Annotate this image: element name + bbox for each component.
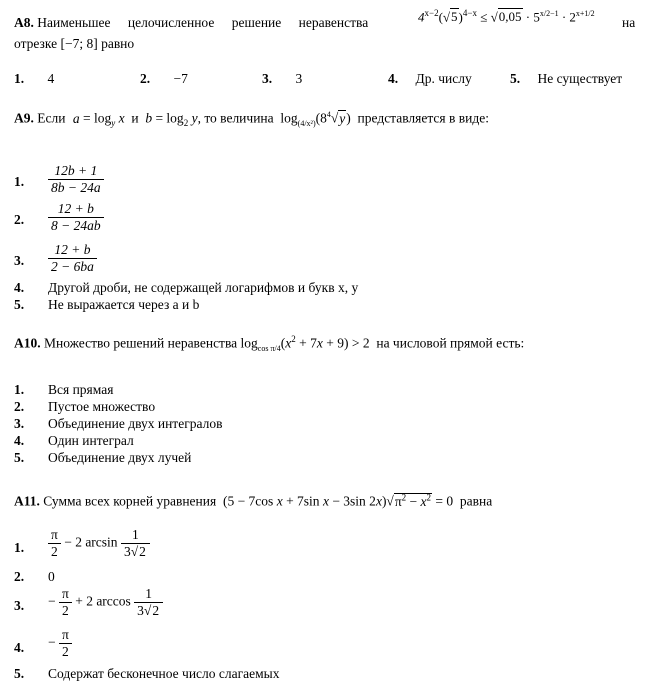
a8-option-2: 2. −7 — [140, 71, 188, 86]
a8-option-3: 3. 3 — [262, 71, 303, 86]
a10-option-1: 1. Вся прямая — [14, 382, 114, 397]
a8-option-5: 5. Не существует — [510, 71, 623, 86]
a9-option-5: 5. Не выражается через a и b — [14, 297, 200, 312]
a9-text-end: представляется в виде: — [357, 110, 489, 126]
a11-option-4: 4. — [14, 640, 25, 655]
a11-question-line: A11. Сумма всех корней уравнения (5 − 7cos x + 7sin x − 3sin $2x)√\pi^2 - x^2 = 0$ равна — [14, 492, 493, 509]
a11-option-3: 3. — [14, 598, 25, 613]
a8-option-4: 4. Др. числу — [388, 71, 472, 86]
a8-option-1: 1. 4 — [14, 71, 55, 86]
a9-text: Если — [37, 110, 66, 126]
a11-text: Сумма всех корней уравнения — [43, 493, 217, 509]
a8-text: Наименьшее целочисленное решение неравенства — [37, 15, 369, 30]
a9-option-3: 3. — [14, 253, 25, 268]
a10-label: A10. — [14, 335, 41, 351]
a10-text: Множество решений неравенства — [44, 335, 238, 351]
a9-question-line: A9. Если $a = \log_y x$ и $b = \log_2 y$, то величина $\log_{(4/x^2)}(8^4√y)$ представляется в виде: — [14, 110, 489, 129]
a11-option-1-expression: $\frac{\pi}{2}$ − 2 arcsin $\frac{1}{3√2}$ — [48, 527, 150, 560]
a8-text-end: на — [622, 15, 636, 30]
a10-option-3: 3. Объединение двух интегралов — [14, 416, 223, 431]
a9-option-4: 4. Другой дроби, не содержащей логарифмов и букв x, y — [14, 280, 359, 295]
a9-option-2: 2. — [14, 212, 25, 227]
a10-question-line: A10. Множество решений неравенства $\log_{cos \pi/4}(x^2 + 7x + 9) > 2$ на числовой прямой есть: — [14, 334, 525, 354]
a11-label: A11. — [14, 493, 40, 509]
a10-text-end: на числовой прямой есть: — [376, 335, 525, 351]
a8-label: A8. — [14, 15, 34, 30]
a8-text-cont: отрезке [−7; 8] равно — [14, 36, 135, 51]
a9-label: A9. — [14, 110, 34, 126]
a11-option-4-expression: − $\frac{\pi}{2}$ — [48, 627, 72, 660]
a10-option-5: 5. Объединение двух лучей — [14, 450, 192, 465]
a11-option-3-expression: − $\frac{\pi}{2}$ + 2 arccos $\frac{1}{3√2}$ — [48, 586, 163, 619]
a9-option-1-fraction: $\frac{12b + 1}{8b - 24a}$ — [48, 163, 104, 196]
a10-option-2: 2. Пустое множество — [14, 399, 156, 414]
a11-option-5: 5. Содержат бесконечное число слагаемых — [14, 666, 280, 681]
a8-question-line — [14, 15, 368, 31]
a9-text-mid: , то величина — [197, 110, 274, 126]
a9-option-3-fraction: $\frac{12 + b}{2 - 6ba}$ — [48, 242, 97, 275]
a11-option-2: 2. 0 — [14, 569, 55, 584]
a9-option-1: 1. — [14, 174, 25, 189]
a11-option-1: 1. — [14, 540, 25, 555]
a8-inequality: $4^{x-2}(√5)^{4-x} \le √0,05 \cdot 5^{x/2-1} \cdot 2^{x+1/2}$ — [418, 8, 595, 25]
a10-option-4: 4. Один интеграл — [14, 433, 134, 448]
a11-text-end: равна — [459, 493, 493, 509]
a9-option-2-fraction: $\frac{12 + b}{8 - 24ab}$ — [48, 201, 104, 234]
